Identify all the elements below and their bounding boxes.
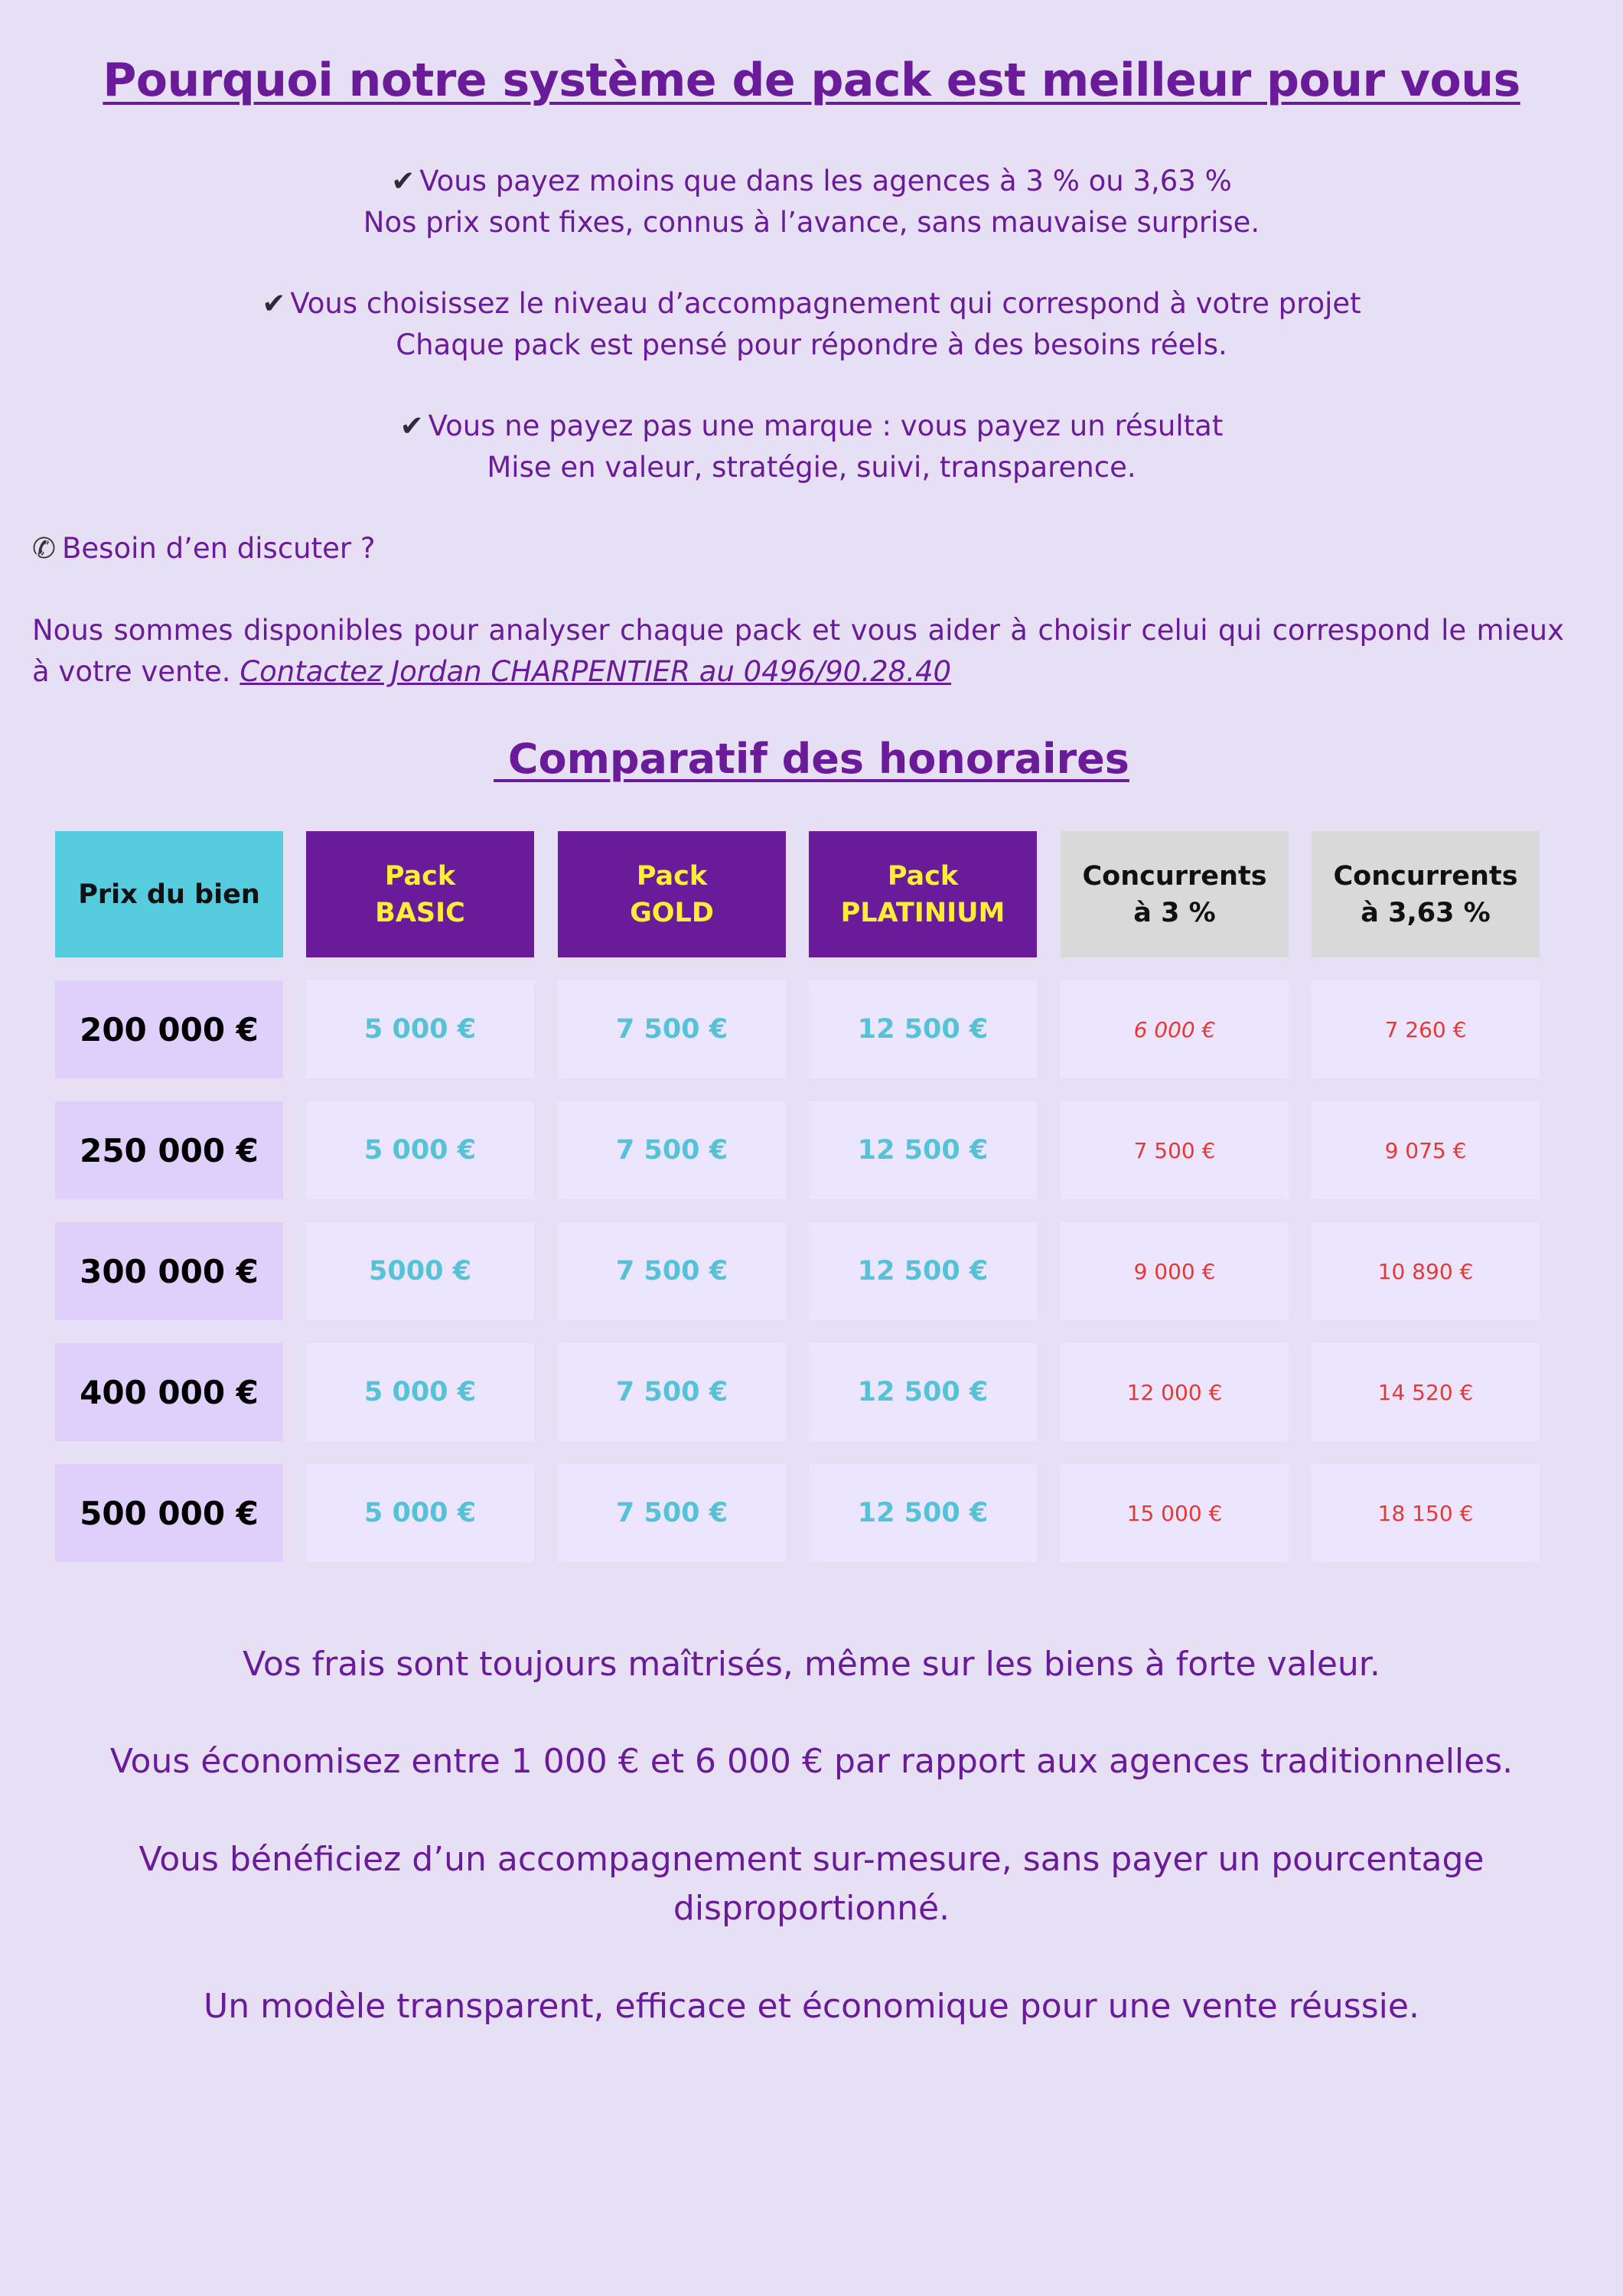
table-cell-competitors-363: 10 890 € — [1312, 1222, 1540, 1320]
header-competitors-363 — [1312, 831, 1540, 957]
check-icon: ✔ — [391, 165, 416, 197]
contact-heading-text: Besoin d’en discuter ? — [62, 532, 376, 565]
table-cell-basic: 5 000 € — [306, 1101, 534, 1199]
table-cell-competitors-3: 12 000 € — [1061, 1343, 1289, 1441]
table-cell-competitors-363: 9 075 € — [1312, 1101, 1540, 1199]
benefit-heading: Vous payez moins que dans les agences à 3 % ou 3,63 % — [419, 165, 1232, 197]
check-icon: ✔ — [399, 409, 424, 442]
header-line1: Pack — [887, 860, 959, 892]
header-line2: GOLD — [630, 897, 714, 928]
header-line2: BASIC — [375, 897, 465, 928]
table-cell-competitors-3: 7 500 € — [1061, 1101, 1289, 1199]
table-cell-platinium: 12 500 € — [809, 1101, 1037, 1199]
table-cell-competitors-3: 9 000 € — [1061, 1222, 1289, 1320]
benefit-heading: Vous choisissez le niveau d’accompagnement qui correspond à votre projet — [290, 287, 1361, 320]
table-cell-competitors-363: 14 520 € — [1312, 1343, 1540, 1441]
page-title: Pourquoi notre système de pack est meilleur pour vous — [103, 54, 1520, 107]
header-line1: Concurrents — [1082, 860, 1267, 892]
check-icon: ✔ — [262, 287, 286, 320]
table-cell-basic: 5 000 € — [306, 1464, 534, 1562]
benefit-heading: Vous ne payez pas une marque : vous payez un résultat — [428, 409, 1224, 442]
header-line1: Pack — [636, 860, 708, 892]
table-title: Comparatif des honoraires — [494, 735, 1129, 783]
table-cell-competitors-3: 15 000 € — [1061, 1464, 1289, 1562]
benefit-item — [0, 283, 1623, 366]
benefit-description: Nos prix sont fixes, connus à l’avance, sans mauvaise surprise. — [363, 206, 1260, 239]
table-cell-gold: 7 500 € — [558, 1343, 786, 1441]
header-price — [55, 831, 283, 957]
contact-link[interactable]: Contactez Jordan CHARPENTIER au 0496/90.28.40 — [240, 655, 952, 688]
closing-statement: Un modèle transparent, efficace et économique pour une vente réussie. — [204, 1987, 1419, 2026]
table-cell-platinium: 12 500 € — [809, 1343, 1037, 1441]
table-cell-price: 500 000 € — [55, 1464, 283, 1562]
contact-paragraph — [32, 610, 1564, 693]
benefit-item — [0, 161, 1623, 243]
header-pack-basic — [306, 831, 534, 957]
closing-statement: Vos frais sont toujours maîtrisés, même sur les biens à forte valeur. — [243, 1645, 1380, 1684]
table-cell-price: 250 000 € — [55, 1101, 283, 1199]
header-pack-gold — [558, 831, 786, 957]
table-cell-competitors-363: 7 260 € — [1312, 980, 1540, 1078]
closing-statement: Vous bénéficiez d’un accompagnement sur-mesure, sans payer un pourcentage disproportionné. — [139, 1840, 1484, 1928]
table-cell-gold: 7 500 € — [558, 1101, 786, 1199]
header-price-label: Prix du bien — [78, 879, 260, 910]
benefit-description: Mise en valeur, stratégie, suivi, transparence. — [487, 451, 1136, 484]
header-line1: Concurrents — [1333, 860, 1518, 892]
contact-heading — [32, 528, 376, 569]
header-line1: Pack — [384, 860, 456, 892]
table-cell-gold: 7 500 € — [558, 980, 786, 1078]
table-cell-platinium: 12 500 € — [809, 980, 1037, 1078]
header-line2: à 3 % — [1133, 897, 1216, 928]
table-cell-gold: 7 500 € — [558, 1222, 786, 1320]
benefit-description: Chaque pack est pensé pour répondre à des besoins réels. — [396, 328, 1227, 361]
table-cell-basic: 5000 € — [306, 1222, 534, 1320]
phone-icon: ✆ — [32, 532, 57, 565]
header-line2: à 3,63 % — [1361, 897, 1491, 928]
table-cell-platinium: 12 500 € — [809, 1222, 1037, 1320]
closing-statement: Vous économisez entre 1 000 € et 6 000 € par rapport aux agences traditionnelles. — [109, 1742, 1514, 1781]
header-line2: PLATINIUM — [840, 897, 1005, 928]
table-cell-gold: 7 500 € — [558, 1464, 786, 1562]
table-cell-price: 200 000 € — [55, 980, 283, 1078]
table-cell-basic: 5 000 € — [306, 980, 534, 1078]
table-cell-basic: 5 000 € — [306, 1343, 534, 1441]
table-cell-competitors-3: 6 000 € — [1061, 980, 1289, 1078]
header-pack-platinium — [809, 831, 1037, 957]
benefit-item — [0, 406, 1623, 488]
table-cell-platinium: 12 500 € — [809, 1464, 1037, 1562]
table-cell-price: 400 000 € — [55, 1343, 283, 1441]
table-cell-price: 300 000 € — [55, 1222, 283, 1320]
table-cell-competitors-363: 18 150 € — [1312, 1464, 1540, 1562]
header-competitors-3 — [1061, 831, 1289, 957]
contact-text: Nous sommes disponibles pour analyser chaque pack et vous aider à choisir celui qui correspond le mieux à votre vente. — [32, 614, 1564, 688]
